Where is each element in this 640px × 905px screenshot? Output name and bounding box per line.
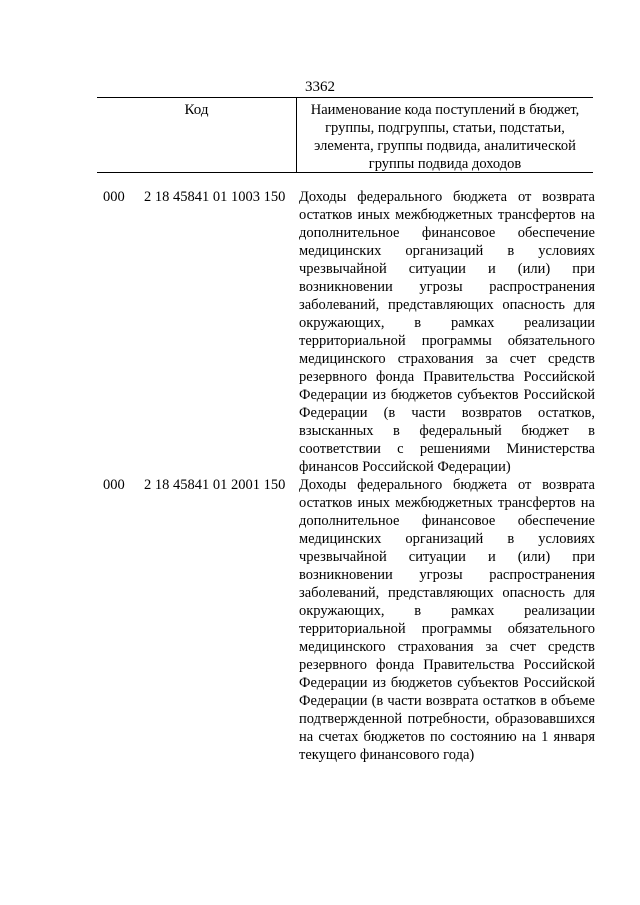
page-number: 3362 — [305, 79, 335, 95]
table-header — [97, 97, 593, 173]
row-description: Доходы федерального бюджета от возврата остатков иных межбюджетных трансфертов на дополнительное финансовое обеспечение медицинских организаций в условиях чрезвычайной ситуации и (или) при возникновении угрозы распространения заболеваний, представляющих опасность для окружающих, в рамках реализации территориальной программы обязательного медицинского страхования за счет средств резервного фонда Правительства Российской Федерации из бюджетов субъектов Российской Федерации (в части возврата остатков в объеме подтвержденной потребности, образовавшихся на счетах бюджетов по состоянию на 1 января текущего финансового года) — [299, 477, 595, 763]
table-row — [103, 188, 597, 476]
row-income-code: 2 18 45841 01 1003 150 — [144, 189, 286, 205]
row-income-code: 2 18 45841 01 2001 150 — [144, 477, 286, 493]
header-code-label: Код — [97, 98, 297, 172]
table-row — [103, 476, 597, 764]
income-code-list — [103, 188, 597, 764]
row-admin-code: 000 — [103, 189, 125, 205]
row-admin-code: 000 — [103, 477, 125, 493]
row-description: Доходы федерального бюджета от возврата остатков иных межбюджетных трансфертов на дополнительное финансовое обеспечение медицинских организаций в условиях чрезвычайной ситуации и (или) при возникновении угрозы распространения заболеваний, представляющих опасность для окружающих, в рамках реализации территориальной программы обязательного медицинского страхования за счет средств резервного фонда Правительства Российской Федерации из бюджетов субъектов Российской Федерации (в части возвратов остатков, взысканных в федеральный бюджет в соответствии с решениями Министерства финансов Российской Федерации) — [299, 189, 595, 475]
header-name-label: Наименование кода поступлений в бюджет, группы, подгруппы, статьи, подстатьи, элемента, группы подвида, аналитической группы подвида доходов — [310, 102, 580, 172]
